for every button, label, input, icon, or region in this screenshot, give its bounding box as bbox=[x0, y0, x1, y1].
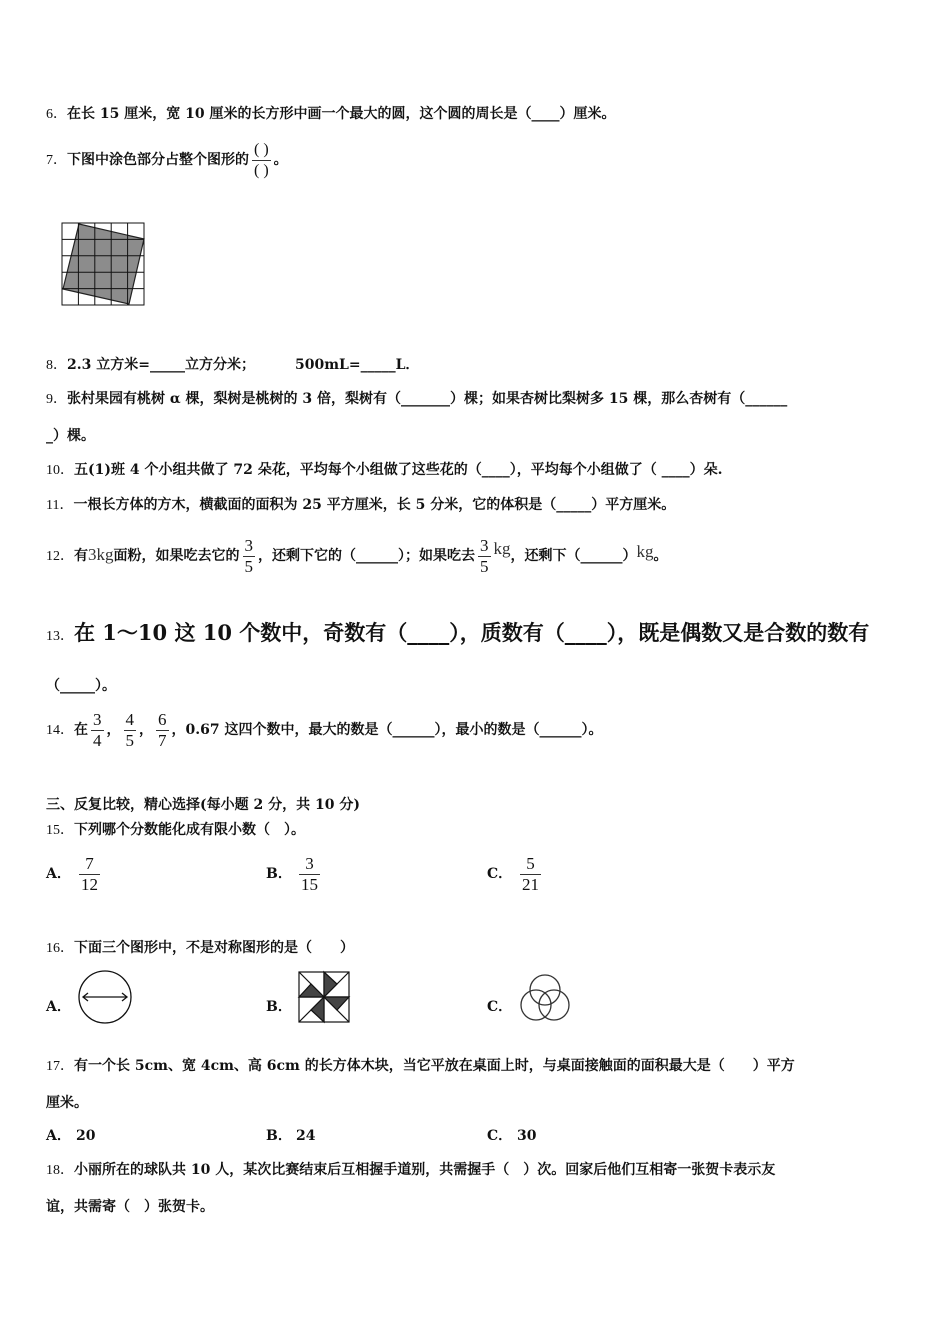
fraction-denominator: 5 bbox=[244, 556, 253, 576]
question-10 bbox=[46, 459, 722, 479]
option-a[interactable] bbox=[46, 850, 103, 898]
section-title: 三、反复比较，精心选择(每小题 2 分，共 10 分) bbox=[46, 797, 360, 813]
option-b[interactable] bbox=[266, 996, 292, 1016]
question-text: 下列哪个分数能化成有限小数（ ）。 bbox=[74, 822, 305, 838]
fraction-denominator: 5 bbox=[480, 556, 489, 576]
fraction-denominator: ( ) bbox=[254, 161, 269, 179]
question-number: 11． bbox=[46, 498, 74, 513]
question-number: 6． bbox=[46, 107, 67, 122]
option-label: B． bbox=[266, 999, 292, 1015]
question-18 bbox=[46, 1159, 775, 1179]
fraction-denominator: 12 bbox=[81, 874, 98, 894]
question-number: 16． bbox=[46, 941, 74, 956]
question-13-cont bbox=[46, 675, 116, 695]
question-text: 有一个长 5cm、宽 4cm、高 6cm 的长方体木块，当它平放在桌面上时，与桌面接触面的面积最大是（ ）平方 bbox=[74, 1058, 795, 1074]
fraction bbox=[79, 854, 100, 895]
separator: ， bbox=[139, 722, 153, 738]
unit-text: kg bbox=[493, 539, 511, 558]
question-text: 小丽所在的球队共 10 人，某次比赛结束后互相握手道别，共需握手（ ）次。回家后他们互相寄一张贺卡表示友 bbox=[74, 1162, 776, 1178]
option-b[interactable] bbox=[266, 1125, 315, 1145]
fraction-denominator: 7 bbox=[158, 730, 167, 750]
option-label: B． bbox=[266, 866, 292, 882]
question-number: 18． bbox=[46, 1163, 74, 1178]
fraction-numerator: 3 bbox=[244, 535, 253, 555]
fraction-numerator: 3 bbox=[93, 709, 102, 729]
option-value: 20 bbox=[76, 1128, 96, 1144]
fraction-numerator: ( ) bbox=[252, 140, 271, 161]
question-text: 下面三个图形中，不是对称图形的是（ ） bbox=[74, 940, 354, 956]
question-11 bbox=[46, 494, 675, 514]
question-7 bbox=[46, 138, 288, 182]
option-label: A． bbox=[46, 1128, 71, 1144]
fraction bbox=[243, 536, 256, 577]
option-value: 24 bbox=[296, 1128, 316, 1144]
text-part: 。 bbox=[653, 548, 668, 564]
fraction-numerator: 6 bbox=[158, 709, 167, 729]
unit-text: 3kg bbox=[88, 545, 114, 564]
option-label: C． bbox=[487, 1128, 513, 1144]
fraction-numerator: 3 bbox=[299, 854, 320, 875]
fraction-numerator: 3 bbox=[480, 535, 489, 555]
question-number: 15． bbox=[46, 823, 74, 838]
fraction bbox=[91, 710, 104, 751]
text-part: 面粉，如果吃去它的 bbox=[113, 548, 240, 564]
option-label: C． bbox=[487, 866, 513, 882]
question-number: 12． bbox=[46, 549, 74, 564]
question-9-cont bbox=[46, 425, 95, 445]
unit-text: kg bbox=[636, 542, 654, 561]
section-heading bbox=[46, 794, 360, 814]
question-text-continued: 厘米。 bbox=[46, 1095, 88, 1111]
separator: ， bbox=[106, 722, 121, 738]
option-value: 30 bbox=[517, 1128, 537, 1144]
question-number: 7． bbox=[46, 153, 67, 168]
fraction-numerator: 5 bbox=[520, 854, 541, 875]
fraction-denominator: 4 bbox=[93, 730, 102, 750]
question-text-continued: 谊，共需寄（ ）张贺卡。 bbox=[46, 1199, 214, 1215]
text-part: ，0.67 这四个数中，最大的数是（______），最小的数是（______）。 bbox=[171, 722, 603, 738]
question-text-continued: _）棵。 bbox=[46, 428, 95, 444]
question-9 bbox=[46, 388, 787, 408]
question-text: 张村果园有桃树 α 棵，梨树是桃树的 3 倍，梨树有（_______）棵；如果杏树比梨树多 15 棵，那么杏树有（______ bbox=[67, 391, 788, 407]
question-17-cont bbox=[46, 1092, 88, 1112]
question-tail: 。 bbox=[273, 152, 288, 168]
question-text-a: 2.3 立方米=_____立方分米； bbox=[67, 357, 255, 373]
question-6 bbox=[46, 103, 615, 123]
option-label: A． bbox=[46, 999, 71, 1015]
option-c[interactable] bbox=[487, 1125, 536, 1145]
circle-with-double-arrow-icon[interactable] bbox=[74, 968, 136, 1026]
question-number: 17． bbox=[46, 1059, 74, 1074]
question-number: 14． bbox=[46, 723, 74, 738]
question-number: 10． bbox=[46, 463, 74, 478]
fraction-denominator: 21 bbox=[522, 874, 539, 894]
fraction bbox=[299, 854, 320, 895]
question-13 bbox=[46, 619, 869, 651]
option-b[interactable] bbox=[266, 850, 323, 898]
option-c[interactable] bbox=[487, 850, 544, 898]
text-part: ，还剩下它的（______）；如果吃去 bbox=[258, 548, 475, 564]
question-text: 在 1～10 这 10 个数中，奇数有（____），质数有（____），既是偶数又是合数的数有 bbox=[74, 620, 870, 645]
grid-with-tilted-square bbox=[61, 222, 147, 308]
option-label: A． bbox=[46, 866, 71, 882]
question-12 bbox=[46, 527, 668, 579]
option-a[interactable] bbox=[46, 1125, 95, 1145]
fraction bbox=[478, 536, 491, 577]
option-label: B． bbox=[266, 1128, 292, 1144]
question-text: 在长 15 厘米，宽 10 厘米的长方形中画一个最大的圆，这个圆的周长是（____）厘米。 bbox=[67, 106, 616, 122]
text-part: 有 bbox=[74, 548, 88, 564]
fraction bbox=[520, 854, 541, 895]
text-part: ，还剩下（______） bbox=[510, 548, 637, 564]
question-17 bbox=[46, 1055, 795, 1075]
fraction bbox=[124, 710, 137, 751]
shaded-square bbox=[63, 224, 144, 304]
option-c[interactable] bbox=[487, 996, 512, 1016]
fraction-numerator: 7 bbox=[79, 854, 100, 875]
question-number: 8． bbox=[46, 358, 67, 373]
pinwheel-icon[interactable] bbox=[297, 970, 353, 1026]
question-number: 13． bbox=[46, 629, 74, 644]
question-text-continued: （_____）。 bbox=[46, 678, 116, 694]
question-text-b: 500mL=_____L． bbox=[294, 357, 420, 373]
question-number: 9． bbox=[46, 392, 67, 407]
question-text: 下图中涂色部分占整个图形的 bbox=[67, 152, 249, 168]
text-part: 在 bbox=[74, 722, 88, 738]
option-label: C． bbox=[487, 999, 513, 1015]
question-16 bbox=[46, 937, 354, 957]
question-text: 一根长方体的方木，横截面的面积为 25 平方厘米，长 5 分米，它的体积是（_____）平方厘米。 bbox=[73, 497, 676, 513]
question-18-cont bbox=[46, 1196, 214, 1216]
question-15 bbox=[46, 819, 305, 839]
question-14 bbox=[46, 708, 602, 753]
trefoil-knot-icon[interactable] bbox=[516, 970, 574, 1026]
fraction-denominator: 5 bbox=[125, 730, 134, 750]
question-8 bbox=[46, 354, 419, 374]
fraction-denominator: 15 bbox=[301, 874, 318, 894]
fraction-blank bbox=[252, 140, 271, 181]
option-a[interactable] bbox=[46, 996, 71, 1016]
fraction-numerator: 4 bbox=[125, 709, 134, 729]
question-text: 五(1)班 4 个小组共做了 72 朵花，平均每个小组做了这些花的（____），平均每个小组做了（ ____）朵. bbox=[74, 462, 723, 478]
fraction bbox=[156, 710, 169, 751]
